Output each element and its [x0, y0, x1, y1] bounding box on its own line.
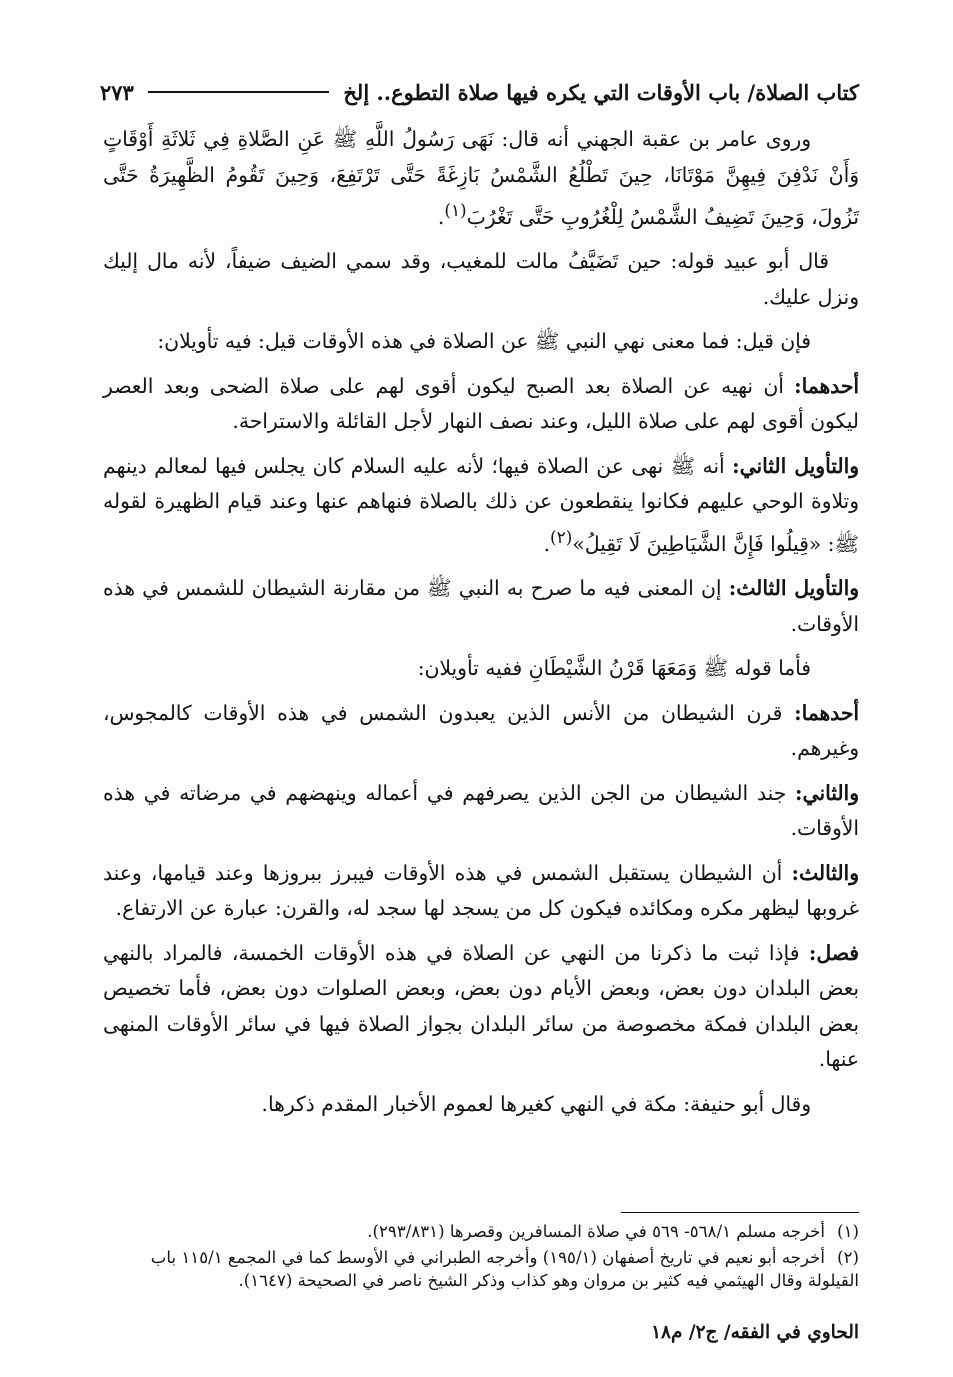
paragraph-abu-ubaid: قال أبو عبيد قوله: حين تَضَيَّفُ مالت للمغيب، وقد سمي الضيف ضيفاً، لأنه مال إليك ونزل عليك. [103, 249, 859, 309]
paragraph-question: فإن قيل: فما معنى نهي النبي ﷺ عن الصلاة في هذه الأوقات قيل: فيه تأويلان: [157, 329, 811, 354]
paragraph-third-of-two: والثالث: أن الشيطان يستقبل الشمس في هذه الأوقات فيبرز ببروزها وعند قيامها، وعند غروبها ليظهر مكره ومكائده فيكون كل من يسجد لها سجد له، والقرن: عبارة عن الارتفاع. [103, 860, 859, 921]
paragraph-horn-of-satan: فأما قوله ﷺ وَمَعَهَا قَرْنُ الشَّيْطَانِ ففيه تأويلان: [417, 656, 811, 681]
footnote-ref-2: (٢) [550, 526, 573, 547]
paragraph-third-interpretation: والتأويل الثالث: إن المعنى فيه ما صرح به النبي ﷺ من مقارنة الشيطان للشمس في هذه الأوقات. [103, 576, 860, 636]
paragraph-first-interpretation: أحدهما: أن نهيه عن الصلاة بعد الصبح ليكون أقوى لهم على صلاة الضحى وبعد العصر ليكون أقوى لهم على صلاة الليل، وعند نصف النهار لأجل القائلة والاستراحة. [103, 373, 859, 434]
paragraph-lead: فصل: [808, 940, 859, 965]
paragraph-first-of-two: أحدهما: قرن الشيطان من الأنس الذين يعبدون الشمس في هذه الأوقات كالمجوس، وغيرهم. [103, 700, 859, 761]
footnote-separator [621, 1212, 859, 1213]
main-text [103, 122, 859, 1131]
footnotes [103, 1220, 859, 1295]
page-number: ٢٧٣ [100, 79, 134, 105]
running-header [100, 72, 859, 112]
header-title: كتاب الصلاة/ باب الأوقات التي يكره فيها صلاة التطوع.. إلخ [343, 79, 859, 105]
paragraph-fasl: فصل: فإذا ثبت ما ذكرنا من النهي عن الصلاة في هذه الأوقات الخمسة، فالمراد بالنهي بعض البلدان دون بعض، وبعض الأيام دون بعض، وبعض الصلوات دون بعض، فأما تخصيص بعض البلدان فمكة مخصوصة من سائر البلدان بجواز الصلاة فيها في سائر الأوقات المنهى عنها. [103, 940, 859, 1072]
footnote-2: (٢)أخرجه أبو نعيم في تاريخ أصفهان (١٩٥/١) وأخرجه الطبراني في الأوسط كما في المجمع ١١٥/١ باب القيلولة وقال الهيثمي فيه كثير بن مروان وهو كذاب وذكر الشيخ ناصر في الصحيحة (١٦٤٧). [150, 1248, 859, 1290]
paragraph-lead: والتأويل الثالث: [728, 576, 860, 601]
paragraph-lead: والثاني: [795, 780, 859, 805]
book-signature: الحاوي في الفقه/ ج٢/ م١٨ [651, 1322, 859, 1343]
paragraph-lead: والثالث: [791, 860, 859, 885]
footnote-ref-1: (١) [444, 200, 467, 220]
paragraph-lead: أحدهما: [794, 373, 859, 398]
paragraph-lead: أحدهما: [794, 700, 859, 725]
paragraph-second-of-two: والثاني: جند الشيطان من الجن الذين يصرفهم في أعماله وينهضهم في مرضاته في هذه الأوقات. [103, 780, 859, 841]
paragraph-second-interpretation: والتأويل الثاني: أنه ﷺ نهى عن الصلاة فيها؛ لأنه عليه السلام كان يجلس فيها لمعالم دينهم وتلاوة الوحي عليهم فكانوا ينقطعون عن ذلك بالصلاة فنهاهم عنها وعند قيام الظهيرة لقوله ﷺ: «قِيلُوا فَإِنَّ الشَّيَاطِينَ لَا تَقِيلُ»$^{(٢)}$. [103, 453, 859, 556]
paragraph-abu-hanifa: وقال أبو حنيفة: مكة في النهي كغيرها لعموم الأخبار المقدم ذكرها. [261, 1091, 811, 1116]
paragraph-hadith: وروى عامر بن عقبة الجهني أنه قال: نَهَى رَسُولُ اللَّهِ ﷺ عَنِ الصَّلاةِ فِي ثَلاثَةِ أَوْقَاتٍ وَأَنْ نَدْفِنَ فِيهِنَّ مَوْتَانَا، حِينَ تَطْلُعُ الشَّمْسُ بَازِغَةً حَتَّى تَرْتَفِعَ، وَحِينَ تَقُومُ الظَّهِيرَةُ حَتَّى تَزُولَ، وَحِينَ تَضِيفُ الشَّمْسُ لِلْغُرُوبِ حَتَّى تَغْرُبَ$^{(١)}$. [103, 127, 859, 229]
paragraph-lead: والتأويل الثاني: [732, 453, 859, 478]
paragraph-text: وروى عامر بن عقبة الجهني أنه قال: نَهَى رَسُولُ اللَّهِ ﷺ عَنِ الصَّلاةِ فِي ثَلاثَةِ أَوْقَاتٍ وَأَنْ نَدْفِنَ فِيهِنَّ مَوْتَانَا، حِينَ تَطْلُعُ الشَّمْسُ بَازِغَةً حَتَّى تَرْتَفِعَ، وَحِينَ تَقُومُ الظَّهِيرَةُ حَتَّى تَزُولَ، وَحِينَ تَضِيفُ الشَّمْسُ لِلْغُرُوبِ حَتَّى تَغْرُبَ [103, 127, 859, 229]
footnote-1: (١)أخرجه مسلم ٥٦٨/١- ٥٦٩ في صلاة المسافرين وقصرها (٢٩٣/٨٣١). [367, 1222, 859, 1241]
header-rule [148, 91, 330, 93]
